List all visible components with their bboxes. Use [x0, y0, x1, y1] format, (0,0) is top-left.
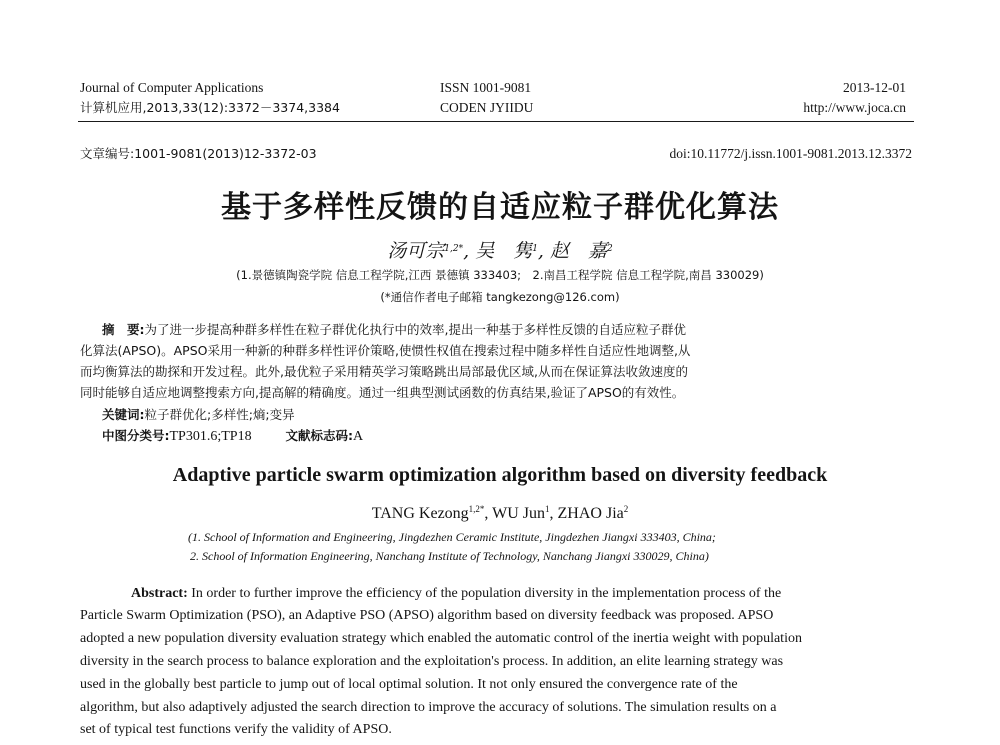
coden: CODEN JYIIDU: [440, 100, 534, 115]
abstract-en-line: used in the globally best particle to jump out of local optimal solution. It not only ensured the convergence rate of the: [80, 677, 738, 692]
author-en-sup: 2: [623, 504, 629, 514]
authors-en: TANG Kezong$^{1,2*}$, WU Jun$^1$, ZHAO Jia$^2$: [371, 504, 629, 522]
affiliation-en-1: (1. School of Information and Engineering, Jingdezhen Ceramic Institute, Jingdezhen Jiangxi 333403, China;: [188, 530, 716, 544]
article-number: 文章编号:1001-9081(2013)12-3372-03: [80, 146, 317, 161]
author-cn-sup: 2: [607, 244, 613, 254]
author-en-sup: 1,2*: [468, 504, 485, 514]
journal-name-cn: 计算机应用,2013,33(12):3372－3374,3384: [80, 100, 340, 115]
corresponding-author: (*通信作者电子邮箱 tangkezong@126.com): [380, 290, 620, 304]
journal-name-en: Journal of Computer Applications: [80, 80, 264, 95]
author-en-sup: 1: [545, 504, 550, 514]
authors-cn: 汤可宗$^{1,2*}$, 吴 隽$^1$, 赵 嘉$^2$: [387, 240, 613, 262]
abstract-cn-label: 摘 要:: [102, 322, 145, 337]
abstract-en-line: set of typical test functions verify the validity of APSO.: [80, 722, 392, 737]
author-cn: 汤可宗: [387, 240, 445, 262]
classification-line: 中图分类号:TP301.6;TP18 文献标志码:A: [102, 428, 364, 444]
doi[interactable]: doi:10.11772/j.issn.1001-9081.2013.12.3372: [669, 146, 912, 161]
issn: ISSN 1001-9081: [440, 80, 532, 95]
abstract-cn-line: 而均衡算法的勘探和开发过程。此外,最优粒子采用精英学习策略跳出局部最优区域,从而在保证算法收敛速度的: [80, 364, 688, 379]
author-cn-sup: 1: [532, 244, 538, 254]
clc-label: 中图分类号:: [102, 428, 170, 443]
abstract-cn-line: 同时能够自适应地调整搜索方向,提高解的精确度。通过一组典型测试函数的仿真结果,验证了APSO的有效性。: [80, 385, 685, 400]
abstract-cn-line: 化算法(APSO)。APSO采用一种新的种群多样性评价策略,使惯性权值在搜索过程中随多样性自适应性地调整,从: [80, 343, 691, 358]
publish-date: 2013-12-01: [843, 80, 906, 95]
doc-code-label: 文献标志码:: [285, 428, 354, 443]
page-title-cn: 基于多样性反馈的自适应粒子群优化算法: [221, 190, 779, 225]
author-en: ZHAO Jia: [557, 505, 624, 522]
abstract-en-line: Particle Swarm Optimization (PSO), an Adaptive PSO (APSO) algorithm based on diversity feedback was proposed. APSO: [80, 608, 774, 623]
author-en: WU Jun: [492, 505, 546, 522]
journal-url[interactable]: http://www.joca.cn: [803, 100, 906, 115]
author-cn-sup: 1,2*: [444, 244, 464, 254]
keywords-label: 关键词:: [102, 407, 145, 422]
abstract-en-line: diversity in the search process to balance exploration and the exploitation's process. In addition, an elite learning strategy was: [80, 654, 784, 669]
author-en: TANG Kezong: [371, 505, 469, 522]
header-rule: [78, 121, 914, 122]
page-title-en: Adaptive particle swarm optimization algorithm based on diversity feedback: [172, 464, 828, 486]
abstract-en-line: algorithm, but also adaptively adjusted the search direction to improve the accuracy of solutions. The simulation results on a: [80, 700, 777, 715]
abstract-en-line: Abstract: In order to further improve the efficiency of the population diversity in the implementation process of the: [131, 586, 782, 601]
affiliation-en-2: 2. School of Information Engineering, Nanchang Institute of Technology, Nanchang Jiangxi 330029, China): [190, 549, 709, 563]
affiliation-cn: (1.景德镇陶瓷学院 信息工程学院,江西 景德镇 333403; 2.南昌工程学院 信息工程学院,南昌 330029): [236, 268, 764, 282]
author-cn: 吴 隽: [475, 240, 533, 262]
keywords-cn: 关键词:粒子群优化;多样性;熵;变异: [102, 407, 295, 422]
abstract-en-label: Abstract:: [131, 586, 188, 601]
author-cn: 赵 嘉: [550, 240, 608, 262]
abstract-en-line: adopted a new population diversity evaluation strategy which enabled the automatic control of the inertia weight with population: [80, 631, 802, 646]
abstract-cn-line: 摘 要:为了进一步提高种群多样性在粒子群优化执行中的效率,提出一种基于多样性反馈的自适应粒子群优: [102, 322, 686, 337]
